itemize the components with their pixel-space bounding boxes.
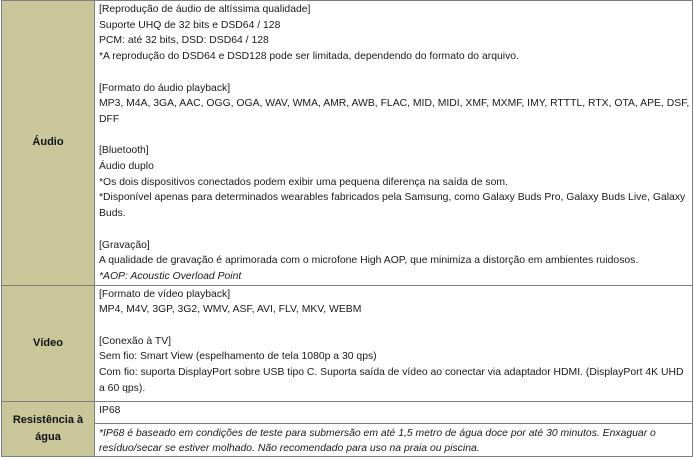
spec-table xyxy=(1,0,693,457)
hires-line-1: Suporte UHQ de 32 bits e DSD64 / 128 xyxy=(99,19,281,31)
tv-header: [Conexão à TV] xyxy=(99,335,172,347)
bluetooth-note-1: *Os dois dispositivos conectados podem exibir uma pequena diferença na saída de som. xyxy=(99,176,508,188)
audio-content-cell xyxy=(95,1,693,286)
tv-wireless: Sem fio: Smart View (espelhamento de tela 1080p a 30 qps) xyxy=(99,351,377,363)
resistance-label: Resistência à água xyxy=(12,413,84,443)
video-row xyxy=(2,285,693,401)
spacer xyxy=(99,128,692,144)
audio-row xyxy=(2,1,693,286)
resistance-label-cell xyxy=(2,401,95,456)
video-format-header: [Formato de vídeo playback] xyxy=(99,288,231,300)
spacer xyxy=(99,65,692,81)
recording-header: [Gravação] xyxy=(99,239,150,251)
audio-format-list: MP3, M4A, 3GA, AAC, OGG, OGA, WAV, WMA, AMR, AWB, FLAC, MID, MIDI, XMF, MXMF, IMY, RTTTL, RTX, OTA, APE, DSF, DFF xyxy=(99,98,690,125)
hires-line-2: PCM: até 32 bits, DSD: DSD64 / 128 xyxy=(99,35,269,47)
audio-format-header: [Formato do áudio playback] xyxy=(99,82,231,94)
video-format-list: MP4, M4V, 3GP, 3G2, WMV, ASF, AVI, FLV, MKV, WEBM xyxy=(99,304,362,316)
resistance-note-row xyxy=(2,423,693,456)
recording-line-1: A qualidade de gravação é aprimorada com o microfone High AOP, que minimiza a distorção em ambientes ruidosos. xyxy=(99,255,639,267)
resistance-rating-cell xyxy=(95,401,693,423)
video-label: Vídeo xyxy=(33,336,63,349)
video-content-cell xyxy=(95,285,693,401)
audio-label-cell xyxy=(2,1,95,286)
video-label-cell xyxy=(2,285,95,401)
bluetooth-header: [Bluetooth] xyxy=(99,145,149,157)
resistance-note-cell xyxy=(95,423,693,456)
hires-note: *A reprodução do DSD64 e DSD128 pode ser limitada, dependendo do formato do arquivo. xyxy=(99,51,519,63)
bluetooth-line-1: Áudio duplo xyxy=(99,161,154,172)
tv-wired: Com fio: suporta DisplayPort sobre USB tipo C. Suporta saída de vídeo ao conectar via adaptador HDMI. (DisplayPort 4K UHD a 60 qps). xyxy=(99,367,684,394)
bluetooth-note-2: *Disponível apenas para determinados wearables fabricados pela Samsung, como Galaxy Buds Pro, Galaxy Buds Live, Galaxy Buds. xyxy=(99,192,686,220)
hires-header: [Reprodução de áudio de altíssima qualidade] xyxy=(99,4,311,15)
spacer xyxy=(99,222,692,238)
resistance-row xyxy=(2,401,693,423)
resistance-rating: IP68 xyxy=(99,404,121,416)
spacer xyxy=(99,318,692,334)
resistance-note: *IP68 é baseado em condições de teste para submersão em até 1,5 metro de água doce por até 30 minutos. Enxaguar o resíduo/secar se estiver molhado. Não recomendado para uso na praia ou piscina. xyxy=(99,427,656,454)
audio-label: Áudio xyxy=(32,136,64,149)
recording-note: *AOP: Acoustic Overload Point xyxy=(99,270,242,282)
